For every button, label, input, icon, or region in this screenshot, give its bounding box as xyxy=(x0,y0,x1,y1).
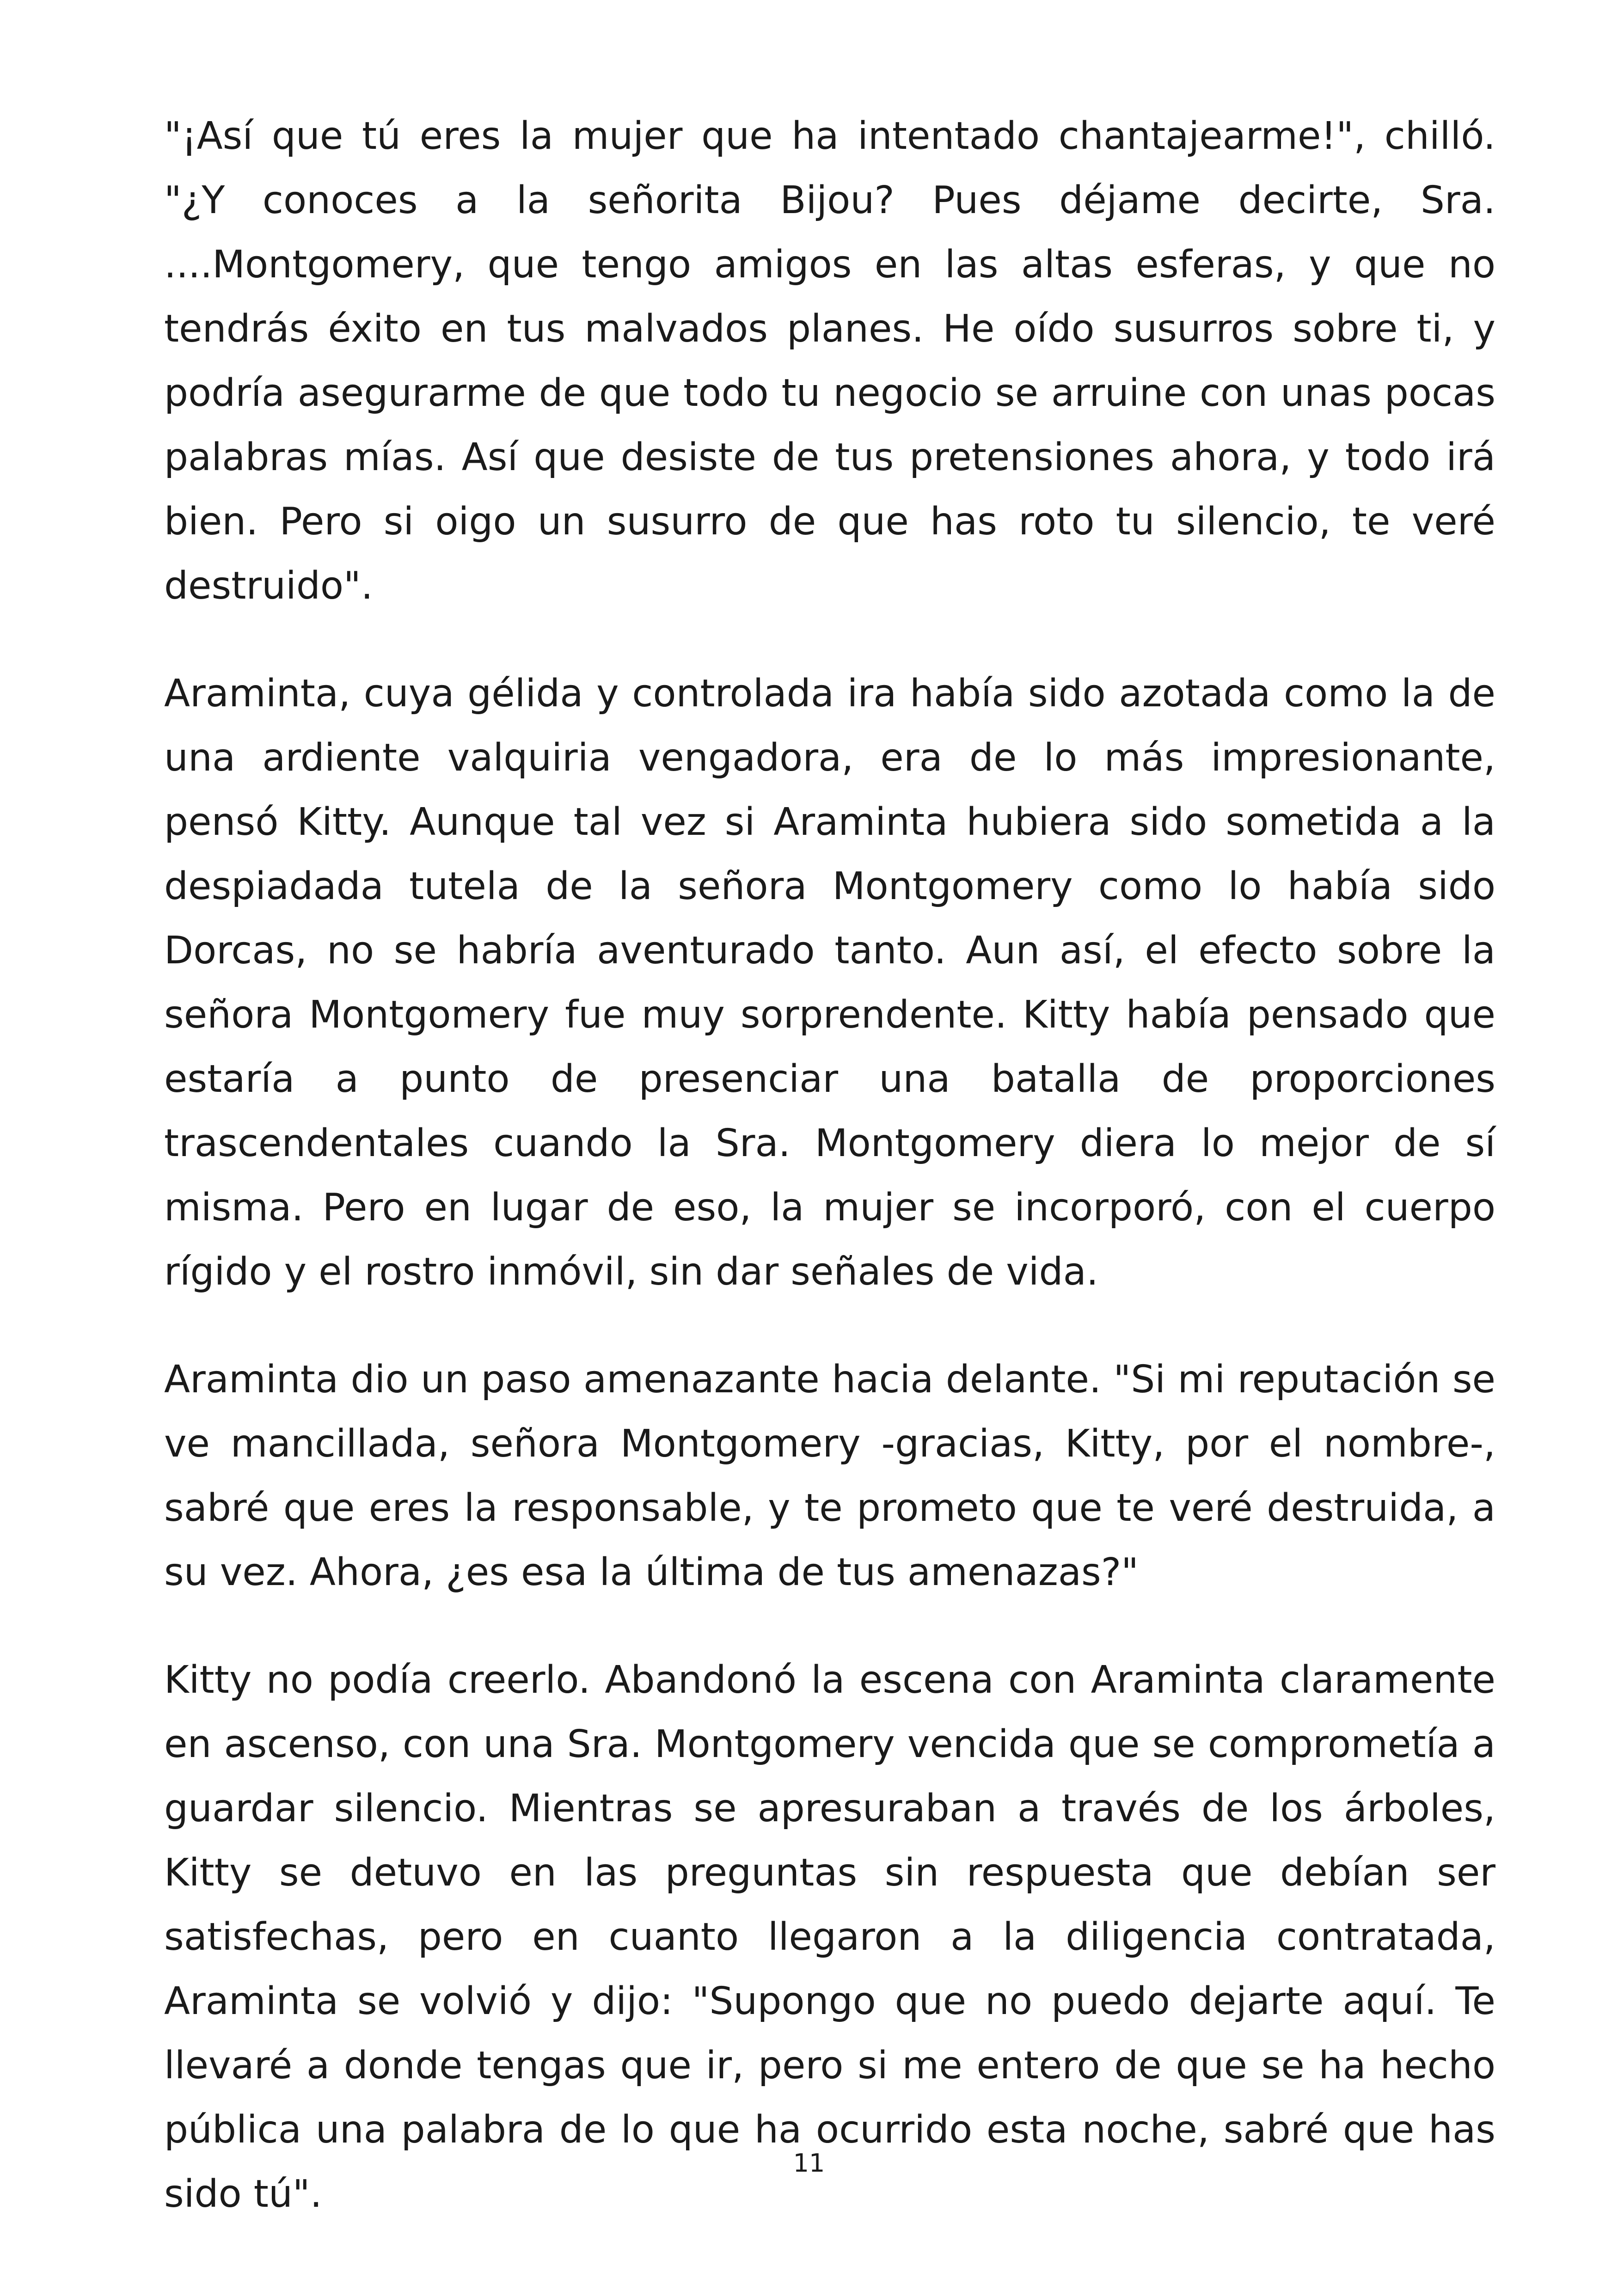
paragraph-4: Kitty no podía creerlo. Abandonó la escena con Araminta claramente en ascenso, con una Sra. Montgomery vencida que se comprometía a guardar silencio. Mientras se apresuraban a través de los árboles, Kitty se detuvo en las preguntas sin respuesta que debían ser satisfechas, pero en cuanto llegaron a la diligencia contratada, Araminta se volvió y dijo: "Supongo que no puedo dejarte aquí. Te llevaré a donde tengas que ir, pero si me entero de que se ha hecho pública una palabra de lo que ha ocurrido esta noche, sabré que has sido tú". xyxy=(164,1658,1495,2216)
paragraph-1: "¡Así que tú eres la mujer que ha intentado chantajearme!", chilló. "¿Y conoces a la señorita Bijou? Pues déjame decirte, Sra. ....Montgomery, que tengo amigos en las altas esferas, y que no tendrás éxito en tus malvados planes. He oído susurros sobre ti, y podría asegurarme de que todo tu negocio se arruine con unas pocas palabras mías. Así que desiste de tus pretensiones ahora, y todo irá bien. Pero si oigo un susurro de que has roto tu silencio, te veré destruido". xyxy=(164,114,1495,608)
page-number: 11 xyxy=(793,2149,825,2178)
paragraph-2: Araminta, cuya gélida y controlada ira había sido azotada como la de una ardiente valquiria vengadora, era de lo más impresionante, pensó Kitty. Aunque tal vez si Araminta hubiera sido sometida a la despiadada tutela de la señora Montgomery como lo había sido Dorcas, no se habría aventurado tanto. Aun así, el efecto sobre la señora Montgomery fue muy sorprendente. Kitty había pensado que estaría a punto de presenciar una batalla de proporciones trascendentales cuando la Sra. Montgomery diera lo mejor de sí misma. Pero en lugar de eso, la mujer se incorporó, con el cuerpo rígido y el rostro inmóvil, sin dar señales de vida. xyxy=(164,672,1495,1294)
body-text xyxy=(164,104,1495,2270)
paragraph-3: Araminta dio un paso amenazante hacia delante. "Si mi reputación se ve mancillada, señora Montgomery -gracias, Kitty, por el nombre-, sabré que eres la responsable, y te prometo que te veré destruida, a su vez. Ahora, ¿es esa la última de tus amenazas?" xyxy=(164,1358,1495,1594)
